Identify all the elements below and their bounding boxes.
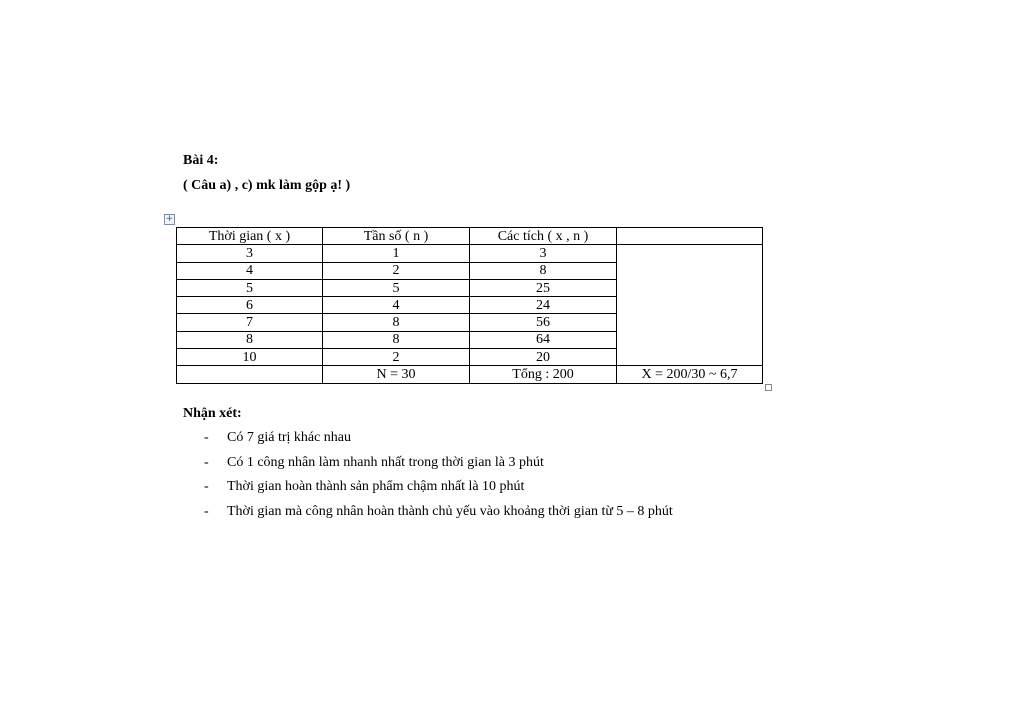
bullet-dash: - (204, 454, 209, 470)
exercise-subtitle: ( Câu a) , c) mk làm gộp ạ! ) (183, 178, 351, 193)
table-header-row (177, 228, 763, 245)
merged-empty-cell (617, 245, 763, 366)
remark-text: Thời gian hoàn thành sản phẩm chậm nhất là 10 phút (227, 479, 525, 495)
time-cell: 10 (177, 349, 323, 366)
header-cell: Các tích ( x , n ) (470, 228, 617, 245)
product-cell: 25 (470, 279, 617, 296)
exercise-title: Bài 4: (183, 153, 219, 168)
bullet-dash: - (204, 479, 209, 495)
product-cell: 24 (470, 297, 617, 314)
bullet-dash: - (204, 504, 209, 520)
list-item (204, 502, 673, 527)
remark-text: Có 1 công nhân làm nhanh nhất trong thời gian là 3 phút (227, 454, 544, 470)
time-cell: 3 (177, 245, 323, 262)
frequency-cell: 4 (323, 297, 470, 314)
table-resize-handle[interactable] (765, 384, 772, 391)
total-product-cell: Tổng : 200 (470, 366, 617, 383)
header-cell (617, 228, 763, 245)
time-cell: 8 (177, 331, 323, 348)
product-cell: 20 (470, 349, 617, 366)
footer-cell (177, 366, 323, 383)
time-cell: 7 (177, 314, 323, 331)
remark-text: Có 7 giá trị khác nhau (227, 430, 352, 445)
product-cell: 64 (470, 331, 617, 348)
frequency-cell: 8 (323, 331, 470, 348)
table-footer-row (177, 366, 763, 383)
mean-cell: X = 200/30 ~ 6,7 (617, 366, 763, 383)
product-cell: 3 (470, 245, 617, 262)
frequency-table (176, 227, 763, 384)
header-cell: Thời gian ( x ) (177, 228, 323, 245)
frequency-cell: 5 (323, 279, 470, 296)
time-cell: 6 (177, 297, 323, 314)
remarks-list (204, 428, 673, 527)
product-cell: 56 (470, 314, 617, 331)
remarks-heading: Nhận xét: (183, 406, 242, 421)
frequency-cell: 2 (323, 349, 470, 366)
bullet-dash: - (204, 430, 209, 445)
list-item (204, 453, 673, 478)
list-item (204, 477, 673, 502)
product-cell: 8 (470, 262, 617, 279)
table-move-handle-icon[interactable]: + (165, 214, 174, 224)
total-frequency-cell: N = 30 (323, 366, 470, 383)
table-row (177, 245, 763, 262)
frequency-cell: 8 (323, 314, 470, 331)
frequency-cell: 1 (323, 245, 470, 262)
remark-text: Thời gian mà công nhân hoàn thành chủ yếu vào khoảng thời gian từ 5 – 8 phút (227, 504, 673, 520)
header-cell: Tần số ( n ) (323, 228, 470, 245)
time-cell: 5 (177, 279, 323, 296)
time-cell: 4 (177, 262, 323, 279)
list-item (204, 428, 673, 453)
frequency-cell: 2 (323, 262, 470, 279)
